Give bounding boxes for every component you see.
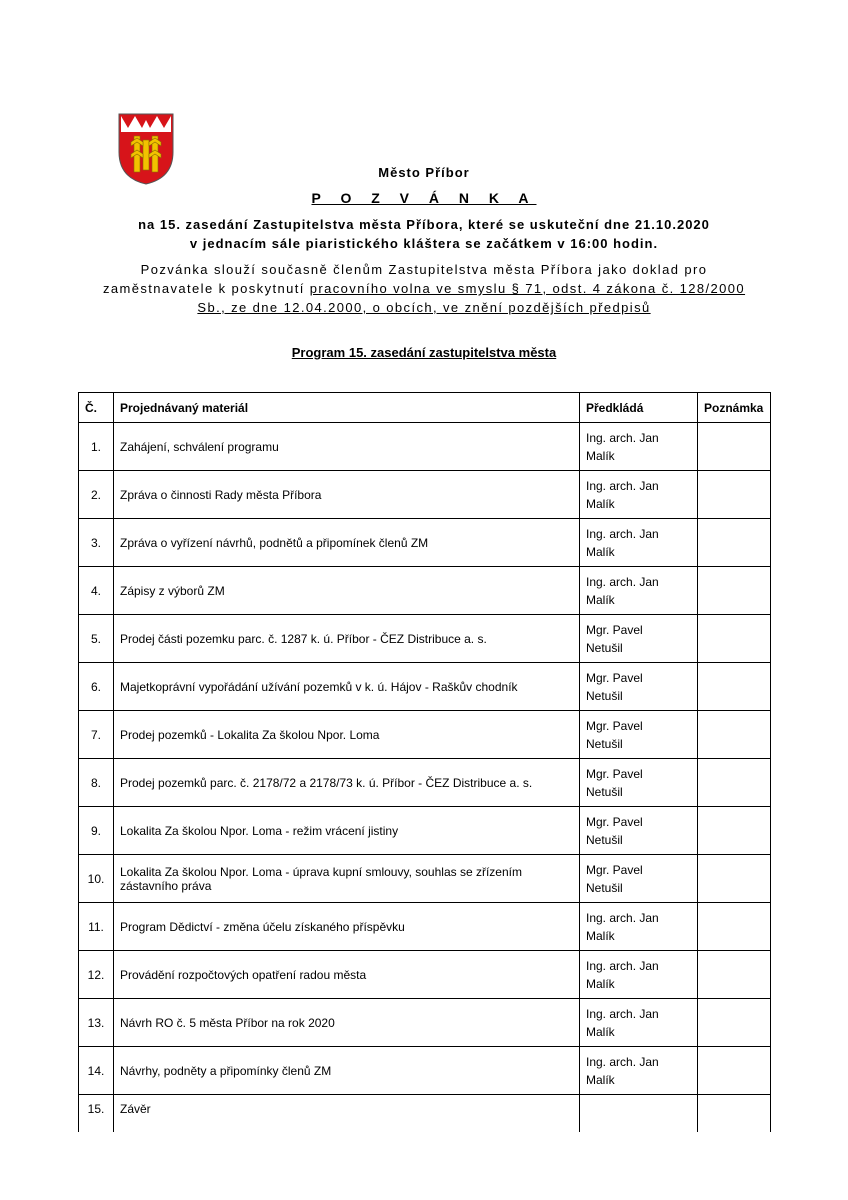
row-material: Zpráva o činnosti Rady města Příbora <box>114 471 580 519</box>
presenter-line: Mgr. Pavel <box>586 766 643 781</box>
presenter-line: Mgr. Pavel <box>586 670 643 685</box>
row-material: Zpráva o vyřízení návrhů, podnětů a připomínek členů ZM <box>114 519 580 567</box>
document-title: P O Z V Á N K A <box>311 190 537 206</box>
row-presenter <box>580 663 698 711</box>
presenter-line: Ing. arch. Jan <box>586 958 659 973</box>
row-note <box>698 903 771 951</box>
table-row <box>79 519 771 567</box>
row-number: 9. <box>79 807 114 855</box>
presenter-line: Netušil <box>586 832 623 847</box>
program-title: Program 15. zasedání zastupitelstva města <box>291 345 557 360</box>
presenter-line: Mgr. Pavel <box>586 622 643 637</box>
row-presenter <box>580 807 698 855</box>
row-note <box>698 711 771 759</box>
row-number: 4. <box>79 567 114 615</box>
employer-note <box>0 260 848 317</box>
row-note <box>698 471 771 519</box>
presenter-line: Malík <box>586 496 615 511</box>
row-note <box>698 759 771 807</box>
table-row <box>79 855 771 903</box>
city-name: Město Příbor <box>378 165 470 180</box>
presenter-line: Malík <box>586 544 615 559</box>
row-number: 8. <box>79 759 114 807</box>
row-note <box>698 951 771 999</box>
presenter-line: Malík <box>586 592 615 607</box>
presenter-line: Netušil <box>586 688 623 703</box>
row-number: 10. <box>79 855 114 903</box>
presenter-line: Netušil <box>586 640 623 655</box>
presenter-line: Ing. arch. Jan <box>586 478 659 493</box>
row-number: 5. <box>79 615 114 663</box>
row-number: 15. <box>79 1095 114 1133</box>
row-note <box>698 567 771 615</box>
row-material: Prodej pozemků parc. č. 2178/72 a 2178/73 k. ú. Příbor - ČEZ Distribuce a. s. <box>114 759 580 807</box>
presenter-line: Ing. arch. Jan <box>586 1006 659 1021</box>
presenter-line: Mgr. Pavel <box>586 862 643 877</box>
row-presenter <box>580 711 698 759</box>
row-note <box>698 855 771 903</box>
row-presenter <box>580 759 698 807</box>
row-presenter <box>580 423 698 471</box>
row-presenter <box>580 903 698 951</box>
presenter-line: Netušil <box>586 784 623 799</box>
header-presenter: Předkládá <box>580 393 698 423</box>
row-presenter <box>580 855 698 903</box>
presenter-line: Malík <box>586 928 615 943</box>
table-row <box>79 615 771 663</box>
note-line-1: Pozvánka slouží současně členům Zastupitelstva města Příbora jako doklad pro <box>140 262 708 277</box>
presenter-line: Malík <box>586 1072 615 1087</box>
table-row <box>79 471 771 519</box>
presenter-line: Netušil <box>586 880 623 895</box>
row-note <box>698 615 771 663</box>
row-number: 1. <box>79 423 114 471</box>
row-material: Zápisy z výborů ZM <box>114 567 580 615</box>
row-note <box>698 807 771 855</box>
row-number: 11. <box>79 903 114 951</box>
presenter-line: Ing. arch. Jan <box>586 526 659 541</box>
row-material: Majetkoprávní vypořádání užívání pozemků v k. ú. Hájov - Raškův chodník <box>114 663 580 711</box>
row-material: Zahájení, schválení programu <box>114 423 580 471</box>
presenter-line: Malík <box>586 448 615 463</box>
row-presenter <box>580 1095 698 1133</box>
meeting-info-line-2: v jednacím sále piaristického kláštera se začátkem v 16:00 hodin. <box>189 236 659 251</box>
row-presenter <box>580 1047 698 1095</box>
table-row <box>79 711 771 759</box>
table-row <box>79 951 771 999</box>
row-number: 2. <box>79 471 114 519</box>
presenter-line: Mgr. Pavel <box>586 814 643 829</box>
row-number: 12. <box>79 951 114 999</box>
presenter-line: Ing. arch. Jan <box>586 910 659 925</box>
row-presenter <box>580 615 698 663</box>
table-row <box>79 423 771 471</box>
presenter-line: Mgr. Pavel <box>586 718 643 733</box>
table-row <box>79 759 771 807</box>
table-row <box>79 807 771 855</box>
row-note <box>698 663 771 711</box>
row-number: 3. <box>79 519 114 567</box>
table-row <box>79 903 771 951</box>
row-note <box>698 1047 771 1095</box>
note-line-2: zaměstnavatele k poskytnutí pracovního volna ve smyslu § 71, odst. 4 zákona č. 128/2000 <box>102 281 746 296</box>
table-row <box>79 567 771 615</box>
table-header-row <box>79 393 771 423</box>
row-presenter <box>580 999 698 1047</box>
header-number: Č. <box>79 393 114 423</box>
row-material: Návrh RO č. 5 města Příbor na rok 2020 <box>114 999 580 1047</box>
table-row <box>79 999 771 1047</box>
presenter-line: Ing. arch. Jan <box>586 1054 659 1069</box>
presenter-line: Ing. arch. Jan <box>586 574 659 589</box>
row-presenter <box>580 519 698 567</box>
table-row <box>79 1047 771 1095</box>
row-presenter <box>580 567 698 615</box>
row-material: Lokalita Za školou Npor. Loma - úprava kupní smlouvy, souhlas se zřízením zástavního práva <box>114 855 580 903</box>
header-note: Poznámka <box>698 393 771 423</box>
row-note <box>698 999 771 1047</box>
table-row <box>79 1095 771 1133</box>
row-material: Závěr <box>114 1095 580 1133</box>
presenter-line: Ing. arch. Jan <box>586 430 659 445</box>
table-row <box>79 663 771 711</box>
meeting-info-line-1: na 15. zasedání Zastupitelstva města Příbora, které se uskuteční dne 21.10.2020 <box>138 217 710 232</box>
row-material: Lokalita Za školou Npor. Loma - režim vrácení jistiny <box>114 807 580 855</box>
row-presenter <box>580 951 698 999</box>
row-number: 7. <box>79 711 114 759</box>
row-note <box>698 519 771 567</box>
row-number: 14. <box>79 1047 114 1095</box>
row-presenter <box>580 471 698 519</box>
row-material: Prodej pozemků - Lokalita Za školou Npor. Loma <box>114 711 580 759</box>
row-note <box>698 1095 771 1133</box>
header-material: Projednávaný materiál <box>114 393 580 423</box>
row-material: Návrhy, podněty a připomínky členů ZM <box>114 1047 580 1095</box>
presenter-line: Netušil <box>586 736 623 751</box>
row-note <box>698 423 771 471</box>
row-number: 13. <box>79 999 114 1047</box>
presenter-line: Malík <box>586 1024 615 1039</box>
row-material: Program Dědictví - změna účelu získaného příspěvku <box>114 903 580 951</box>
agenda-table <box>78 392 771 1132</box>
row-number: 6. <box>79 663 114 711</box>
row-material: Provádění rozpočtových opatření radou města <box>114 951 580 999</box>
note-line-3: Sb., ze dne 12.04.2000, o obcích, ve znění pozdějších předpisů <box>197 300 651 315</box>
presenter-line: Malík <box>586 976 615 991</box>
row-material: Prodej části pozemku parc. č. 1287 k. ú. Příbor - ČEZ Distribuce a. s. <box>114 615 580 663</box>
